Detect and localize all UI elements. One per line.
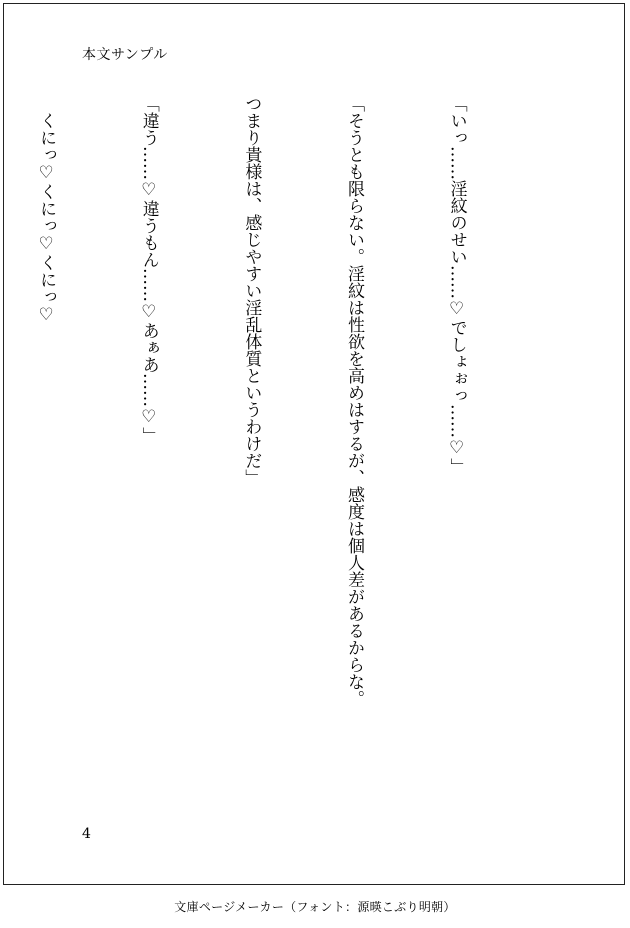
text-line: つまり貴様は、感じやすい淫乱体質というわけだ」 xyxy=(241,95,262,486)
text-line: 「いっ……淫紋のせい……♡でしょぉっ……♡」 xyxy=(446,95,467,475)
text-line: 「違う……♡違うもん……♡あぁあ……♡」 xyxy=(138,95,159,444)
vertical-body-text xyxy=(36,95,542,825)
text-line: 「そうとも限らない。淫紋は性欲を高めはするが、感度は個人差があるからな。 xyxy=(343,95,364,707)
footer-caption: 文庫ページメーカー（フォント：源暎こぶり明朝） xyxy=(174,900,456,914)
running-header: 本文サンプル xyxy=(82,47,168,63)
page-number: 4 xyxy=(82,826,91,842)
text-line: くにっ♡くにっ♡くにっ♡ xyxy=(36,95,57,325)
